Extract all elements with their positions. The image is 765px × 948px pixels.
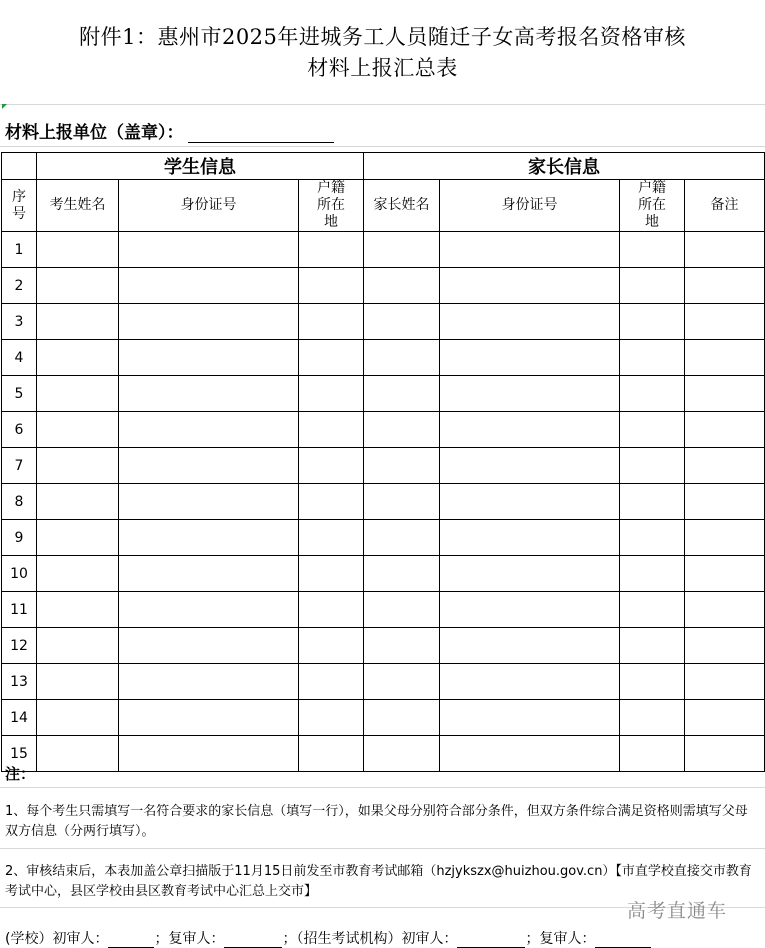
row-seq: 8	[2, 484, 37, 520]
student-huji-cell[interactable]	[299, 628, 364, 664]
row-seq: 2	[2, 268, 37, 304]
row-seq: 3	[2, 304, 37, 340]
student-id-cell[interactable]	[119, 376, 299, 412]
parent-huji-cell[interactable]	[620, 664, 685, 700]
student-huji-cell[interactable]	[299, 376, 364, 412]
parent-id-cell[interactable]	[440, 592, 620, 628]
summary-table	[1, 152, 765, 772]
parent-name-cell[interactable]	[364, 484, 440, 520]
student-id-cell[interactable]	[119, 628, 299, 664]
student-id-cell[interactable]	[119, 736, 299, 772]
student-name-cell[interactable]	[37, 592, 119, 628]
agency-second-reviewer-blank[interactable]	[595, 933, 651, 948]
remark-cell[interactable]	[685, 628, 765, 664]
row-seq: 6	[2, 412, 37, 448]
row-seq: 1	[2, 232, 37, 268]
remark-cell[interactable]	[685, 304, 765, 340]
student-name-cell[interactable]	[37, 232, 119, 268]
student-huji-cell[interactable]	[299, 340, 364, 376]
table-row	[2, 664, 765, 700]
row-seq: 5	[2, 376, 37, 412]
group-header-row	[2, 153, 765, 180]
student-id-cell[interactable]	[119, 412, 299, 448]
parent-id-cell[interactable]	[440, 520, 620, 556]
row-seq: 7	[2, 448, 37, 484]
parent-id-cell[interactable]	[440, 376, 620, 412]
parent-name-cell[interactable]	[364, 628, 440, 664]
table-row	[2, 232, 765, 268]
header-seq: 序号	[2, 180, 37, 232]
parent-id-cell[interactable]	[440, 448, 620, 484]
parent-name-cell[interactable]	[364, 304, 440, 340]
parent-id-cell[interactable]	[440, 412, 620, 448]
parent-name-cell[interactable]	[364, 412, 440, 448]
watermark: 高考直通车	[627, 900, 728, 922]
reporting-unit-blank[interactable]	[188, 122, 334, 143]
student-huji-cell[interactable]	[299, 232, 364, 268]
remark-cell[interactable]	[685, 232, 765, 268]
student-name-cell[interactable]	[37, 340, 119, 376]
header-parent-huji: 户籍所在地	[620, 180, 685, 232]
student-name-cell[interactable]	[37, 736, 119, 772]
parent-id-cell[interactable]	[440, 664, 620, 700]
parent-name-cell[interactable]	[364, 376, 440, 412]
parent-name-cell[interactable]	[364, 520, 440, 556]
student-huji-cell[interactable]	[299, 484, 364, 520]
parent-name-cell[interactable]	[364, 268, 440, 304]
parent-huji-cell[interactable]	[620, 520, 685, 556]
parent-name-cell[interactable]	[364, 232, 440, 268]
signoff-line	[5, 928, 651, 948]
row-seq: 15	[2, 736, 37, 772]
header-parent-id: 身份证号	[440, 180, 620, 232]
reporting-unit-label: 材料上报单位（盖章）：	[5, 123, 184, 143]
student-huji-cell[interactable]	[299, 700, 364, 736]
divider	[0, 104, 765, 105]
divider	[0, 146, 765, 147]
student-name-cell[interactable]	[37, 520, 119, 556]
school-second-reviewer-label: ；复审人：	[154, 931, 225, 947]
group-header-blank	[2, 153, 37, 180]
parent-huji-cell[interactable]	[620, 736, 685, 772]
student-name-cell[interactable]	[37, 412, 119, 448]
divider	[0, 787, 765, 788]
remark-cell[interactable]	[685, 556, 765, 592]
row-seq: 14	[2, 700, 37, 736]
table-row	[2, 484, 765, 520]
remark-cell[interactable]	[685, 736, 765, 772]
parent-huji-cell[interactable]	[620, 304, 685, 340]
remark-cell[interactable]	[685, 268, 765, 304]
row-seq: 12	[2, 628, 37, 664]
student-id-cell[interactable]	[119, 664, 299, 700]
agency-first-reviewer-blank[interactable]	[457, 933, 525, 948]
school-first-reviewer-blank[interactable]	[108, 933, 154, 948]
group-student-info: 学生信息	[37, 153, 364, 180]
student-id-cell[interactable]	[119, 340, 299, 376]
student-huji-cell[interactable]	[299, 520, 364, 556]
table-row	[2, 448, 765, 484]
student-id-cell[interactable]	[119, 232, 299, 268]
student-huji-cell[interactable]	[299, 448, 364, 484]
parent-id-cell[interactable]	[440, 304, 620, 340]
student-huji-cell[interactable]	[299, 664, 364, 700]
student-id-cell[interactable]	[119, 520, 299, 556]
row-seq: 10	[2, 556, 37, 592]
reporting-unit	[5, 118, 334, 143]
table-row	[2, 376, 765, 412]
student-id-cell[interactable]	[119, 304, 299, 340]
parent-name-cell[interactable]	[364, 664, 440, 700]
row-seq: 9	[2, 520, 37, 556]
notes-heading: 注：	[5, 765, 36, 783]
table-row	[2, 736, 765, 772]
header-student-name: 考生姓名	[37, 180, 119, 232]
parent-name-cell[interactable]	[364, 340, 440, 376]
student-huji-cell[interactable]	[299, 736, 364, 772]
parent-id-cell[interactable]	[440, 340, 620, 376]
header-student-id: 身份证号	[119, 180, 299, 232]
parent-id-cell[interactable]	[440, 556, 620, 592]
parent-huji-cell[interactable]	[620, 448, 685, 484]
parent-huji-cell[interactable]	[620, 628, 685, 664]
student-name-cell[interactable]	[37, 628, 119, 664]
remark-cell[interactable]	[685, 520, 765, 556]
table-row	[2, 340, 765, 376]
signoff-separator: ；	[282, 931, 297, 947]
table-row	[2, 412, 765, 448]
remark-cell[interactable]	[685, 700, 765, 736]
remark-cell[interactable]	[685, 376, 765, 412]
school-first-reviewer-label: (学校）初审人：	[5, 931, 109, 947]
group-parent-info: 家长信息	[364, 153, 765, 180]
parent-huji-cell[interactable]	[620, 268, 685, 304]
row-seq: 13	[2, 664, 37, 700]
parent-huji-cell[interactable]	[620, 232, 685, 268]
school-second-reviewer-blank[interactable]	[224, 933, 282, 948]
parent-huji-cell[interactable]	[620, 484, 685, 520]
remark-cell[interactable]	[685, 664, 765, 700]
student-name-cell[interactable]	[37, 664, 119, 700]
student-id-cell[interactable]	[119, 556, 299, 592]
table-row	[2, 304, 765, 340]
student-name-cell[interactable]	[37, 556, 119, 592]
divider	[0, 848, 765, 849]
student-name-cell[interactable]	[37, 304, 119, 340]
remark-cell[interactable]	[685, 484, 765, 520]
student-huji-cell[interactable]	[299, 268, 364, 304]
column-header-row	[2, 180, 765, 232]
note-1: 1、每个考生只需填写一名符合要求的家长信息（填写一行），如果父母分别符合部分条件，但双方条件综合满足资格则需填写父母双方信息（分两行填写）。	[5, 804, 748, 839]
cell-marker-icon	[2, 104, 7, 109]
parent-id-cell[interactable]	[440, 268, 620, 304]
parent-name-cell[interactable]	[364, 448, 440, 484]
student-name-cell[interactable]	[37, 700, 119, 736]
student-id-cell[interactable]	[119, 592, 299, 628]
parent-name-cell[interactable]	[364, 556, 440, 592]
document-title	[0, 22, 765, 84]
student-name-cell[interactable]	[37, 448, 119, 484]
student-name-cell[interactable]	[37, 376, 119, 412]
header-student-huji: 户籍所在地	[299, 180, 364, 232]
title-line-2: 材料上报汇总表	[307, 56, 458, 80]
table-row	[2, 628, 765, 664]
parent-huji-cell[interactable]	[620, 340, 685, 376]
student-id-cell[interactable]	[119, 448, 299, 484]
row-seq: 11	[2, 592, 37, 628]
parent-id-cell[interactable]	[440, 736, 620, 772]
parent-name-cell[interactable]	[364, 736, 440, 772]
table-row	[2, 556, 765, 592]
table-row	[2, 592, 765, 628]
parent-huji-cell[interactable]	[620, 376, 685, 412]
student-huji-cell[interactable]	[299, 412, 364, 448]
remark-cell[interactable]	[685, 592, 765, 628]
parent-huji-cell[interactable]	[620, 700, 685, 736]
parent-huji-cell[interactable]	[620, 412, 685, 448]
parent-id-cell[interactable]	[440, 628, 620, 664]
remark-cell[interactable]	[685, 448, 765, 484]
table-row	[2, 520, 765, 556]
parent-huji-cell[interactable]	[620, 592, 685, 628]
table-row	[2, 268, 765, 304]
title-line-1: 附件1：惠州市2025年进城务工人员随迁子女高考报名资格审核	[79, 25, 686, 49]
row-seq: 4	[2, 340, 37, 376]
agency-second-reviewer-label: ；复审人：	[525, 931, 596, 947]
student-id-cell[interactable]	[119, 484, 299, 520]
student-id-cell[interactable]	[119, 268, 299, 304]
student-huji-cell[interactable]	[299, 556, 364, 592]
parent-name-cell[interactable]	[364, 592, 440, 628]
parent-id-cell[interactable]	[440, 484, 620, 520]
student-name-cell[interactable]	[37, 484, 119, 520]
header-parent-name: 家长姓名	[364, 180, 440, 232]
parent-id-cell[interactable]	[440, 232, 620, 268]
header-remark: 备注	[685, 180, 765, 232]
parent-name-cell[interactable]	[364, 700, 440, 736]
note-2: 2、审核结束后，本表加盖公章扫描版于11月15日前发至市教育考试邮箱（hzjykszx@huizhou.gov.cn）【市直学校直接交市教育考试中心，县区学校由县区教育考试中心汇总上交市】	[5, 864, 752, 899]
parent-huji-cell[interactable]	[620, 556, 685, 592]
student-name-cell[interactable]	[37, 268, 119, 304]
student-huji-cell[interactable]	[299, 304, 364, 340]
table-row	[2, 700, 765, 736]
remark-cell[interactable]	[685, 340, 765, 376]
parent-id-cell[interactable]	[440, 700, 620, 736]
student-id-cell[interactable]	[119, 700, 299, 736]
remark-cell[interactable]	[685, 412, 765, 448]
agency-first-reviewer-label: （招生考试机构）初审人：	[296, 931, 458, 947]
student-huji-cell[interactable]	[299, 592, 364, 628]
